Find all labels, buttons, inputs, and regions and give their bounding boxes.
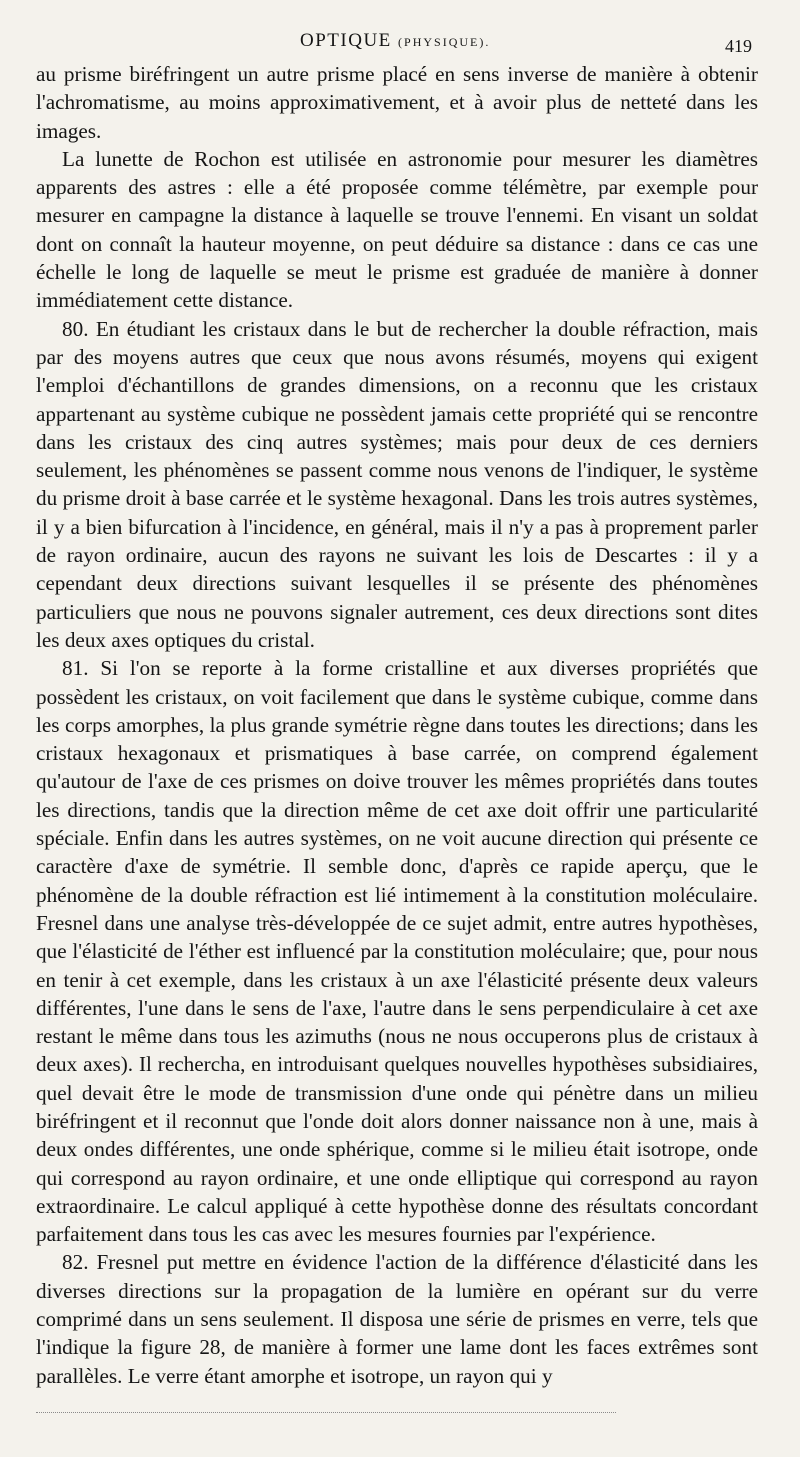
paragraph-80: 80. En étudiant les cristaux dans le but de rechercher la double réfraction, mais par des moyens autres que ceux que nous avons résumés, moyens qui exigent l'emploi d'échantillons de grandes dimensions, on a reconnu que les cristaux appartenant au système cubique ne possèdent jamais cette propriété qui se rencontre dans les cristaux des cinq autres systèmes; mais pour deux de ces derniers seulement, les phénomènes se passent comme nous venons de l'indiquer, le système du prisme droit à base carrée et le système hexagonal. Dans les trois autres systèmes, il y a bien bifurcation à l'incidence, en général, mais il n'y a pas à proprement parler de rayon ordinaire, aucun des rayons ne suivant les lois de Descartes : il y a cependant deux directions suivant lesquelles il se présente des phénomènes particuliers que nous ne pouvons signaler autrement, ces deux directions sont dites les deux axes optiques du cristal. (36, 316, 758, 652)
running-header (0, 30, 800, 60)
running-title (300, 30, 490, 52)
paragraph-82: 82. Fresnel put mettre en évidence l'action de la différence d'élasticité dans les diverses directions sur la propagation de la lumière en opérant sur du verre comprimé dans un sens seulement. Il disposa une série de prismes en verre, tels que l'indique la figure 28, de manière à former une lame dont les faces extrêmes sont parallèles. Le verre étant amorphe et isotrope, un rayon qui y (36, 1250, 758, 1388)
text-body (36, 60, 758, 1390)
paragraph-continuation: au prisme biréfringent un autre prisme placé en sens inverse de manière à obtenir l'achromatisme, au moins approximativement, et à avoir plus de netteté dans les images. (36, 62, 758, 143)
paragraph-rochon-telescope: La lunette de Rochon est utilisée en astronomie pour mesurer les diamètres apparents des astres : elle a été proposée comme télémètre, par exemple pour mesurer en campagne la distance à laquelle se trouve l'ennemi. En visant un soldat dont on connaît la hauteur moyenne, on peut déduire sa distance : dans ce cas une échelle le long de laquelle se meut le prisme est graduée de manière à donner immédiatement cette distance. (36, 146, 758, 313)
page-number: 419 (725, 36, 752, 56)
paragraph-81: 81. Si l'on se reporte à la forme cristalline et aux diverses propriétés que possèdent les cristaux, on voit facilement que dans le système cubique, comme dans les corps amorphes, la plus grande symétrie règne dans toutes les directions; dans les cristaux hexagonaux et prismatiques à base carrée, on comprend également qu'autour de l'axe de ces prismes on doive trouver les mêmes propriétés dans toutes les directions, tandis que la direction même de cet axe doit offrir une particularité spéciale. Enfin dans les autres systèmes, on ne voit aucune direction qui présente ce caractère d'axe de symétrie. Il semble donc, d'après ce rapide aperçu, que le phénomène de la double réfraction est lié intimement à la constitution moléculaire. Fresnel dans une analyse très-développée de ce sujet admit, entre autres hypothèses, que l'élasticité de l'éther est influencé par la constitution moléculaire; que, pour nous en tenir à cet exemple, dans les cristaux à un axe l'élasticité présente deux valeurs différentes, l'une dans le sens de l'axe, l'autre dans le sens perpendiculaire à cet axe restant le même dans tous les azimuths (nous ne nous occuperons plus de cristaux à deux axes). Il rechercha, en introduisant quelques nouvelles hypothèses subsidiaires, quel devait être le mode de transmission d'une onde qui pénètre dans un milieu biréfringent et il reconnut que l'onde doit alors donner naissance non à une, mais à deux ondes différentes, une onde sphérique, comme si le milieu était isotrope, onde qui correspond au rayon ordinaire, et une onde elliptique qui correspond au rayon extraordinaire. Le calcul appliqué à cette hypothèse donne des résultats concordant parfaitement dans tous les cas avec les mesures fournies par l'expérience. (36, 656, 758, 1247)
running-title-subtitle: (PHYSIQUE). (398, 35, 491, 49)
running-title-main: OPTIQUE (300, 30, 392, 51)
footer-dotted-rule (36, 1412, 616, 1413)
